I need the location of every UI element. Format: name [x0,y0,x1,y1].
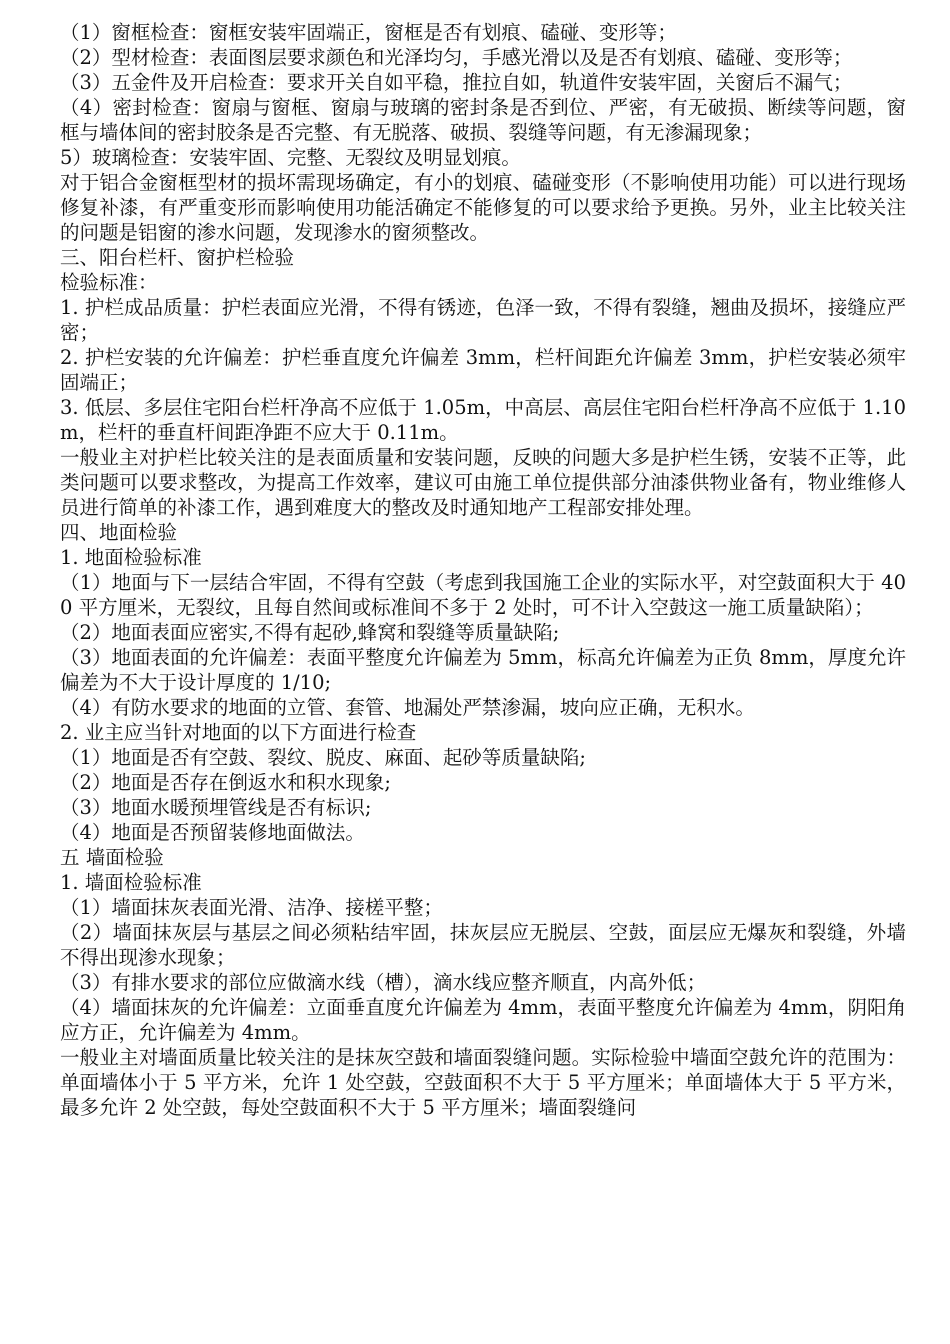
heading-balcony-railing: 三、阳台栏杆、窗护栏检验 [60,246,295,269]
paragraph-glass-check: 5）玻璃检查：安装牢固、完整、无裂纹及明显划痕。 [60,146,521,169]
paragraph-wall-tolerance: （4）墙面抹灰的允许偏差：立面垂直度允许偏差为 4mm，表面平整度允许偏差为 4mm，阴阳角应方正，允许偏差为 4mm。 [60,996,906,1044]
subheading-floor-owner-check: 2. 业主应当针对地面的以下方面进行检查 [60,721,417,744]
paragraph-railing-tolerance: 2. 护栏安装的允许偏差：护栏垂直度允许偏差 3mm，栏杆间距允许偏差 3mm，护栏安装必须牢固端正； [60,346,906,394]
paragraph-hardware-check: （3）五金件及开启检查：要求开关自如平稳，推拉自如，轨道件安装牢固，关窗后不漏气； [60,71,853,94]
paragraph-floor-surface: （2）地面表面应密实,不得有起砂,蜂窝和裂缝等质量缺陷; [60,621,560,644]
paragraph-floor-pipes: （3）地面水暖预埋管线是否有标识; [60,796,372,819]
paragraph-railing-concerns: 一般业主对护栏比较关注的是表面质量和安装问题，反映的问题大多是护栏生锈，安装不正等，此类问题可以要求整改，为提高工作效率，建议可由施工单位提供部分油漆供物业备有，物业维修人员进行简单的补漆工作，遇到难度大的整改及时通知地产工程部安排处理。 [60,446,906,519]
paragraph-floor-defects: （1）地面是否有空鼓、裂纹、脱皮、麻面、起砂等质量缺陷; [60,746,586,769]
paragraph-railing-height: 3. 低层、多层住宅阳台栏杆净高不应低于 1.05m，中高层、高层住宅阳台栏杆净高不应低于 1.10m，栏杆的垂直杆间距净距不应大于 0.11m。 [60,396,906,444]
document-page [60,20,906,1120]
paragraph-window-frame-check: （1）窗框检查：窗框安装牢固端正，窗框是否有划痕、磕碰、变形等； [60,21,677,44]
paragraph-floor-bonding: （1）地面与下一层结合牢固，不得有空鼓（考虑到我国施工企业的实际水平，对空鼓面积大于 400 平方厘米，无裂纹，且每自然间或标准间不多于 2 处时，可不计入空鼓这一施工质量缺陷）； [60,571,906,619]
paragraph-wall-bonding: （2）墙面抹灰层与基层之间必须粘结牢固，抹灰层应无脱层、空鼓，面层应无爆灰和裂缝，外墙不得出现渗水现象； [60,921,906,969]
paragraph-floor-tolerance: （3）地面表面的允许偏差：表面平整度允许偏差为 5mm，标高允许偏差为正负 8mm，厚度允许偏差为不大于设计厚度的 1/10; [60,646,906,694]
heading-wall-inspection: 五 墙面检验 [60,846,164,869]
paragraph-floor-waterproof: （4）有防水要求的地面的立管、套管、地漏处严禁渗漏，坡向应正确，无积水。 [60,696,755,719]
paragraph-wall-concerns: 一般业主对墙面质量比较关注的是抹灰空鼓和墙面裂缝问题。实际检验中墙面空鼓允许的范围为：单面墙体小于 5 平方米，允许 1 处空鼓，空鼓面积不大于 5 平方厘米；单面墙体大于 5 平方米，最多允许 2 处空鼓，每处空鼓面积不大于 5 平方厘米；墙面裂缝问 [60,1046,906,1119]
subheading-floor-standard: 1. 地面检验标准 [60,546,202,569]
paragraph-floor-decoration: （4）地面是否预留装修地面做法。 [60,821,365,844]
paragraph-floor-water: （2）地面是否存在倒返水和积水现象; [60,771,391,794]
heading-inspection-standard: 检验标准： [60,271,158,294]
paragraph-seal-check: （4）密封检查：窗扇与窗框、窗扇与玻璃的密封条是否到位、严密，有无破损、断续等问题，窗框与墙体间的密封胶条是否完整、有无脱落、破损、裂缝等问题，有无渗漏现象； [60,96,906,144]
paragraph-aluminum-repair: 对于铝合金窗框型材的损坏需现场确定，有小的划痕、磕碰变形（不影响使用功能）可以进行现场修复补漆，有严重变形而影响使用功能活确定不能修复的可以要求给予更换。另外，业主比较关注的问题是铝窗的渗水问题，发现渗水的窗须整改。 [60,171,906,244]
subheading-wall-standard: 1. 墙面检验标准 [60,871,202,894]
heading-floor-inspection: 四、地面检验 [60,521,178,544]
paragraph-wall-drip-line: （3）有排水要求的部位应做滴水线（槽），滴水线应整齐顺直，内高外低； [60,971,707,994]
paragraph-profile-check: （2）型材检查：表面图层要求颜色和光泽均匀，手感光滑以及是否有划痕、磕碰、变形等； [60,46,853,69]
paragraph-railing-quality: 1. 护栏成品质量：护栏表面应光滑，不得有锈迹，色泽一致，不得有裂缝，翘曲及损坏，接缝应严密； [60,296,906,344]
paragraph-wall-smooth: （1）墙面抹灰表面光滑、洁净、接槎平整； [60,896,443,919]
